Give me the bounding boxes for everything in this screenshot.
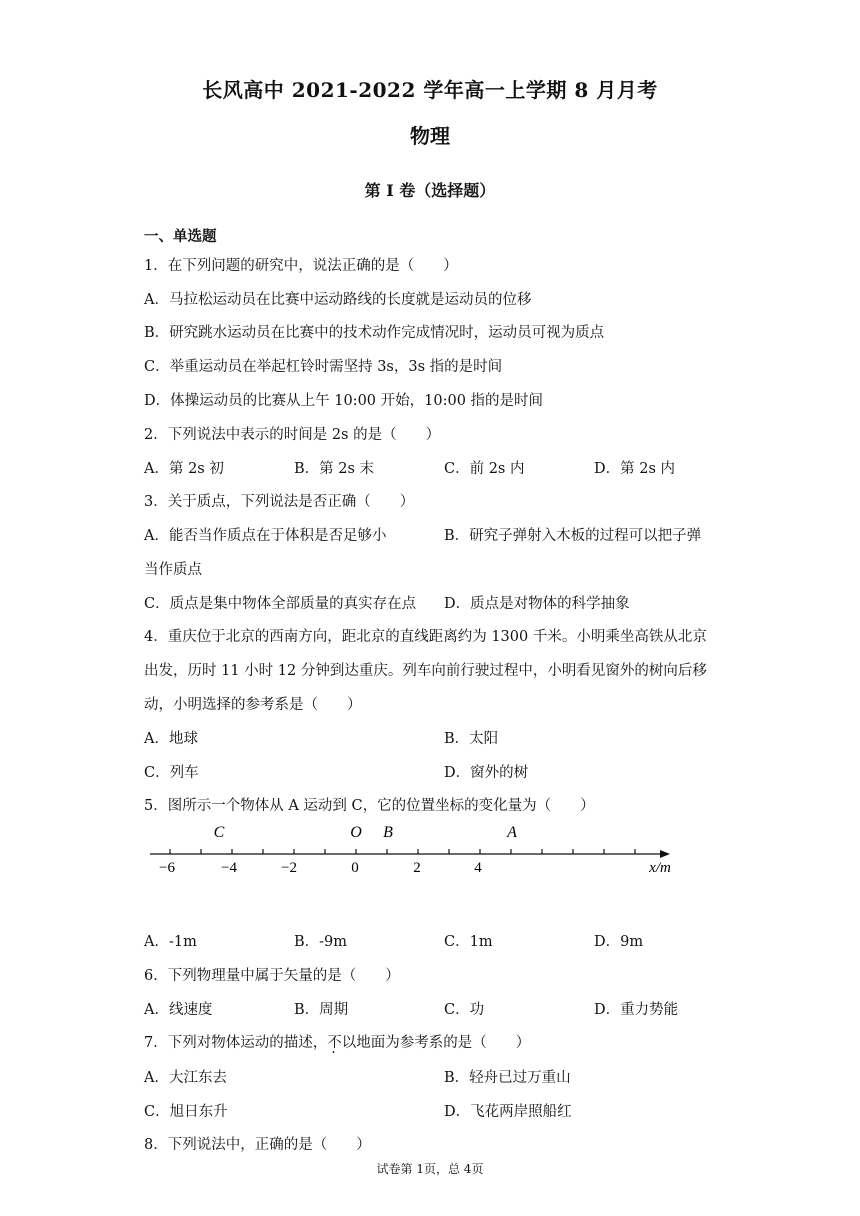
- number-line-figure: [140, 815, 700, 885]
- subject-title: 物理: [410, 124, 450, 148]
- axis-arrow: [660, 850, 670, 858]
- question-3-option-b-cont: 当作质点: [144, 562, 202, 578]
- question-6-option-d: D．重力势能: [594, 1002, 679, 1018]
- question-6-option-a: A．线速度: [144, 1002, 213, 1018]
- question-5-option-c: C．1m: [444, 934, 493, 950]
- question-1-option-a: A．马拉松运动员在比赛中运动路线的长度就是运动员的位移: [144, 292, 532, 308]
- axis-label: x/m: [649, 860, 671, 876]
- question-5-option-d: D．9m: [594, 934, 644, 950]
- question-7-option-a: A．大江东去: [144, 1070, 227, 1086]
- question-1-option-d: D．体操运动员的比赛从上午 10:00 开始，10:00 指的是时间: [144, 393, 544, 409]
- question-6-stem: 6．下列物理量中属于矢量的是（ ）: [144, 968, 400, 984]
- question-7-stem-emphasis: 不: [327, 1035, 342, 1051]
- question-3-option-d: D．质点是对物体的科学抽象: [444, 596, 630, 612]
- point-label-o: O: [350, 824, 362, 841]
- question-7-option-b: B．轻舟已过万重山: [444, 1070, 571, 1086]
- question-1-option-b: B．研究跳水运动员在比赛中的技术动作完成情况时，运动员可视为质点: [144, 325, 605, 341]
- section-heading: 一、单选题: [144, 228, 217, 245]
- question-3-option-b: B．研究子弹射入木板的过程可以把子弹: [444, 528, 702, 544]
- question-4-stem-line-2: 出发，历时 11 小时 12 分钟到达重庆。列车向前行驶过程中，小明看见窗外的树向后移: [144, 663, 707, 679]
- tick-label-4: 4: [474, 860, 482, 876]
- question-5-stem: 5．图所示一个物体从 A 运动到 C，它的位置坐标的变化量为（ ）: [144, 798, 595, 814]
- question-7-stem: [144, 1031, 530, 1052]
- question-4-stem-line-1: 4．重庆位于北京的西南方向，距北京的直线距离约为 1300 千米。小明乘坐高铁从北京: [144, 629, 707, 645]
- page-footer: 试卷第 1页，总 4页: [376, 1162, 484, 1176]
- question-3-option-c: C．质点是集中物体全部质量的真实存在点: [144, 596, 417, 612]
- tick-label-neg6: −6: [159, 860, 175, 876]
- question-2-option-a: A．第 2s 初: [144, 461, 224, 477]
- question-2-option-c: C．前 2s 内: [444, 461, 525, 477]
- question-7-option-c: C．旭日东升: [144, 1104, 228, 1120]
- question-1-stem: 1．在下列问题的研究中，说法正确的是（ ）: [144, 258, 458, 274]
- question-4-option-b: B．太阳: [444, 731, 499, 747]
- tick-label-2: 2: [413, 860, 421, 876]
- question-7-stem-pre: 7．下列对物体运动的描述，: [144, 1035, 328, 1051]
- question-4-option-a: A．地球: [144, 731, 198, 747]
- question-7-option-d: D．飞花两岸照船红: [444, 1104, 572, 1120]
- question-2-option-b: B．第 2s 末: [294, 461, 375, 477]
- question-6-option-b: B．周期: [294, 1002, 349, 1018]
- axis-ticks: [170, 849, 635, 854]
- exam-title: 长风高中 2021-2022 学年高一上学期 8 月月考: [202, 78, 658, 102]
- tick-label-neg4: −4: [221, 860, 237, 876]
- question-2-option-d: D．第 2s 内: [594, 461, 676, 477]
- question-8-stem: 8．下列说法中，正确的是（ ）: [144, 1137, 371, 1153]
- question-3-stem: 3．关于质点，下列说法是否正确（ ）: [144, 494, 415, 510]
- point-label-c: C: [213, 824, 225, 841]
- question-2-stem: 2．下列说法中表示的时间是 2s 的是（ ）: [144, 427, 441, 443]
- question-3-option-a: A．能否当作质点在于体积是否足够小: [144, 528, 387, 544]
- volume-title: 第 I 卷（选择题）: [364, 181, 496, 200]
- question-1-option-c: C．举重运动员在举起杠铃时需坚持 3s，3s 指的是时间: [144, 359, 503, 375]
- point-label-a: A: [507, 824, 517, 841]
- tick-label-neg2: −2: [281, 860, 297, 876]
- question-4-option-d: D．窗外的树: [444, 765, 529, 781]
- question-4-stem-line-3: 动，小明选择的参考系是（ ）: [144, 697, 362, 713]
- question-6-option-c: C．功: [444, 1002, 485, 1018]
- question-4-option-c: C．列车: [144, 765, 199, 781]
- question-5-option-b: B．-9m: [294, 934, 348, 950]
- point-label-b: B: [383, 824, 393, 841]
- tick-label-0: 0: [351, 860, 359, 876]
- question-7-stem-post: 以地面为参考系的是（ ）: [341, 1035, 531, 1051]
- question-5-option-a: A．-1m: [144, 934, 197, 950]
